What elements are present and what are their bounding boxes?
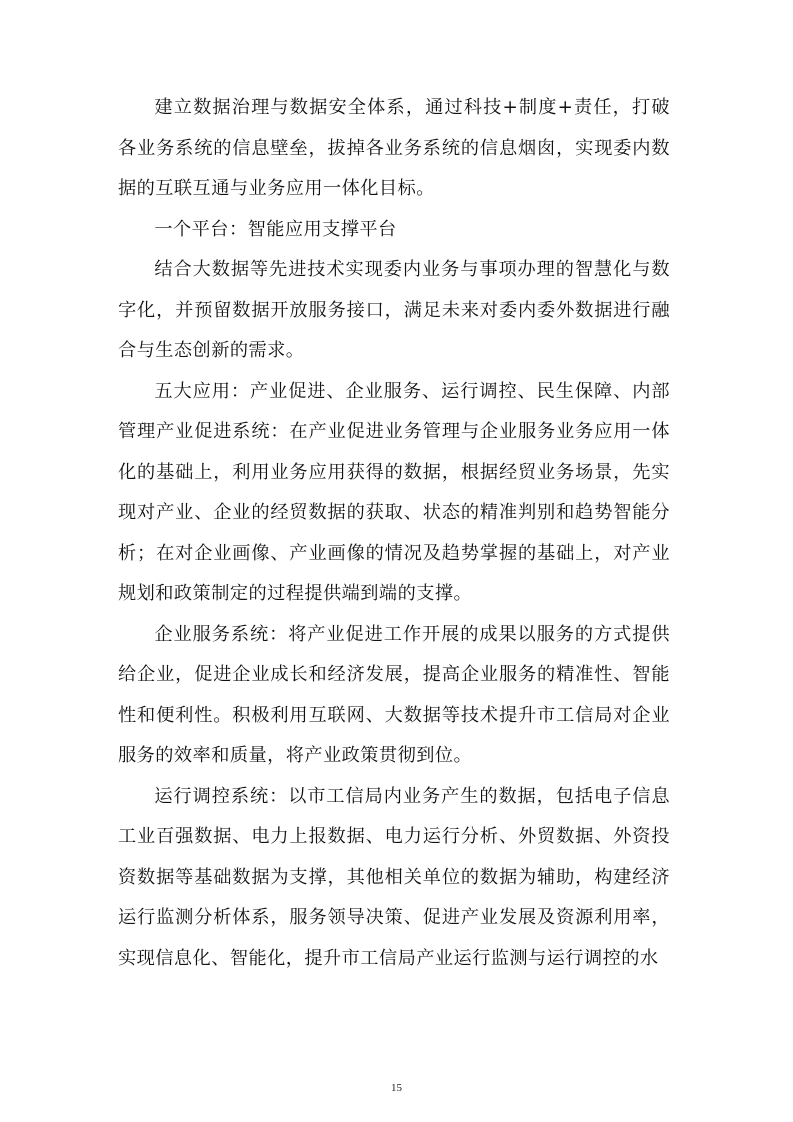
paragraph-five-applications: 五大应用：产业促进、企业服务、运行调控、民生保障、内部管理产业促进系统：在产业促进业务管理与企业服务业务应用一体化的基础上，利用业务应用获得的数据，根据经贸业务场景，先实现对产业、企业的经贸数据的获取、状态的精准判别和趋势智能分析；在对企业画像、产业画像的情况及趋势掌握的基础上，对产业规划和政策制定的过程提供端到端的支撑。 [118, 380, 670, 604]
paragraph-platform-description: 结合大数据等先进技术实现委内业务与事项办理的智慧化与数字化，并预留数据开放服务接口，满足未来对委内委外数据进行融合与生态创新的需求。 [118, 259, 670, 361]
paragraph-data-governance: 建立数据治理与数据安全体系，通过科技+制度+责任，打破各业务系统的信息壁垒，拔掉各业务系统的信息烟囱，实现委内数据的互联互通与业务应用一体化目标。 [118, 97, 670, 199]
page-number: 15 [391, 1082, 402, 1094]
paragraph-one-platform: 一个平台：智能应用支撑平台 [154, 218, 397, 240]
paragraph-operation-regulation: 运行调控系统：以市工信局内业务产生的数据，包括电子信息工业百强数据、电力上报数据、电力运行分析、外贸数据、外资投资数据等基础数据为支撑，其他相关单位的数据为辅助，构建经济运行监测分析体系，服务领导决策、促进产业发展及资源利用率，实现信息化、智能化，提升市工信局产业运行监测与运行调控的水 [118, 785, 670, 969]
document-body [118, 88, 670, 979]
paragraph-enterprise-service: 企业服务系统：将产业促进工作开展的成果以服务的方式提供给企业，促进企业成长和经济发展，提高企业服务的精准性、智能性和便利性。积极利用互联网、大数据等技术提升市工信局对企业服务的效率和质量，将产业政策贯彻到位。 [118, 623, 670, 766]
